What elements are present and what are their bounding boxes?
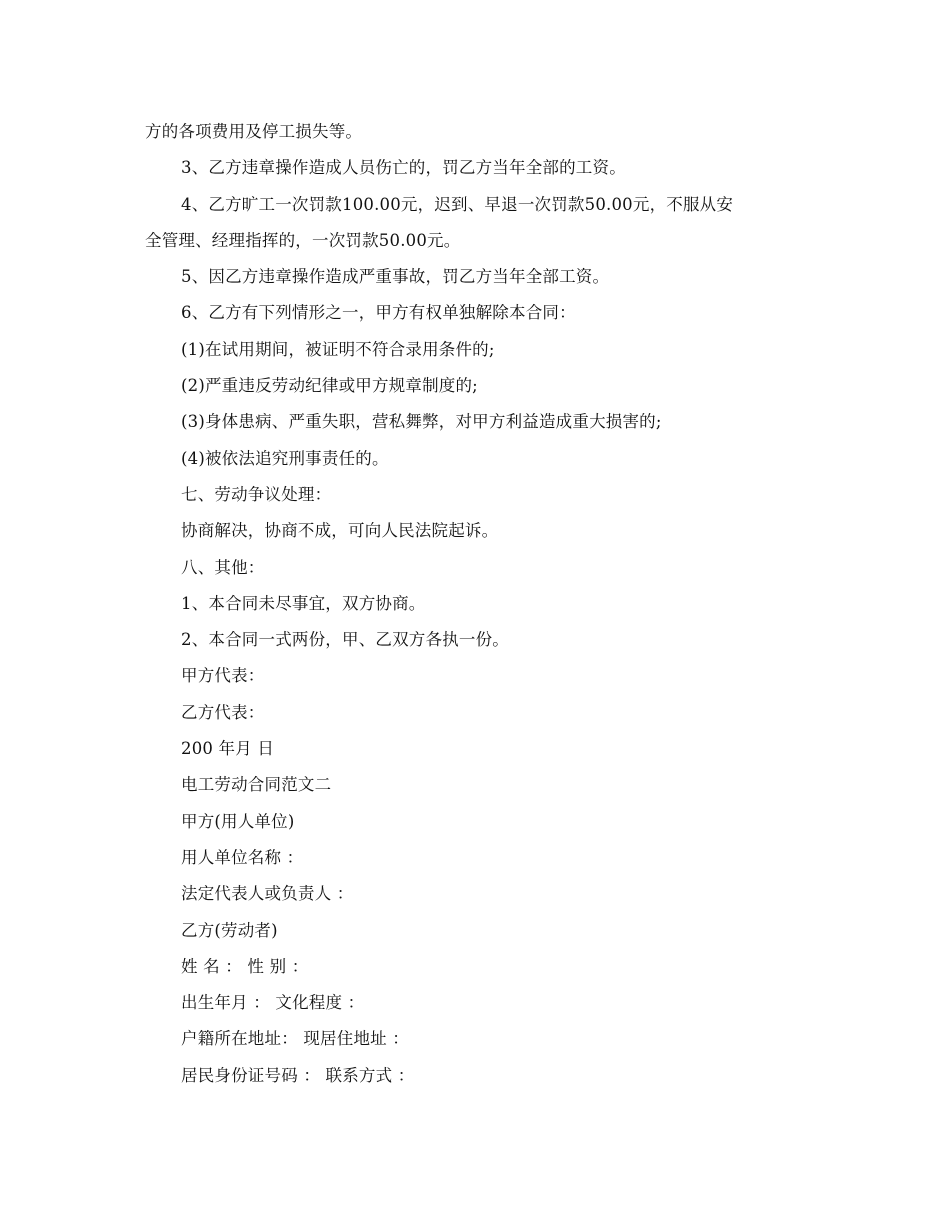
signature-line: 乙方代表： — [181, 702, 265, 722]
document-body — [145, 114, 815, 1094]
form-field: 户籍所在地址： 现居住地址 ： — [181, 1029, 409, 1049]
section-heading: 八、其他： — [181, 557, 265, 577]
document-subtitle: 电工劳动合同范文二 — [181, 775, 332, 795]
text-line: 1、本合同未尽事宜，双方协商。 — [181, 593, 426, 613]
signature-line: 甲方代表： — [181, 666, 265, 686]
text-line: 2、本合同一式两份，甲、乙双方各执一份。 — [181, 630, 509, 650]
text-line: 6、乙方有下列情形之一，甲方有权单独解除本合同： — [181, 303, 576, 323]
text-line: 协商解决，协商不成，可向人民法院起诉。 — [181, 521, 499, 541]
text-line: (4)被依法追究刑事责任的。 — [181, 448, 389, 468]
text-line: (1)在试用期间，被证明不符合录用条件的; — [181, 339, 495, 359]
text-line: (3)身体患病、严重失职，营私舞弊，对甲方利益造成重大损害的; — [181, 412, 662, 432]
form-field: 用人单位名称 ： — [181, 847, 304, 867]
text-line: 3、乙方违章操作造成人员伤亡的，罚乙方当年全部的工资。 — [181, 158, 626, 178]
form-field: 甲方(用人单位) — [181, 811, 295, 831]
form-field: 出生年月 ： 文化程度 ： — [181, 993, 365, 1013]
form-field: 法定代表人或负责人 ： — [181, 884, 354, 904]
section-heading: 七、劳动争议处理： — [181, 484, 332, 504]
form-field: 姓 名 ： 性 别 ： — [181, 956, 309, 976]
form-field: 居民身份证号码 ： 联系方式 ： — [181, 1065, 415, 1085]
text-line: 5、因乙方违章操作造成严重事故，罚乙方当年全部工资。 — [181, 267, 610, 287]
text-line: (2)严重违反劳动纪律或甲方规章制度的; — [181, 376, 478, 396]
form-field: 乙方(劳动者) — [181, 920, 278, 940]
date-line: 200 年月 日 — [181, 739, 275, 759]
text-line: 全管理、经理指挥的，一次罚款50.00元。 — [145, 230, 461, 250]
text-line: 4、乙方旷工一次罚款100.00元，迟到、早退一次罚款50.00元，不服从安 — [181, 194, 734, 214]
text-line: 方的各项费用及停工损失等。 — [145, 122, 363, 141]
